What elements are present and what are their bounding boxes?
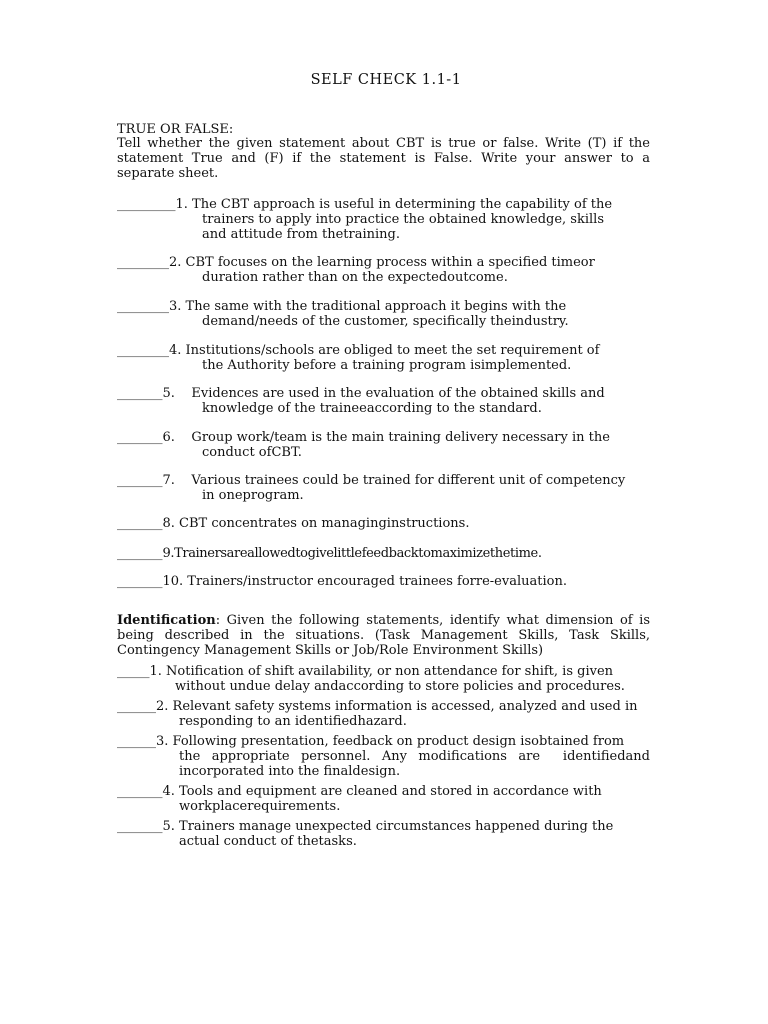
item-text: 3. The same with the traditional approach it begins with the — [169, 299, 567, 314]
tf-item-2 — [117, 255, 657, 285]
id-item-4 — [117, 784, 650, 814]
answer-blank[interactable]: _______ — [117, 574, 163, 589]
item-text-cont: trainers to apply into practice the obtained knowledge, skills — [202, 212, 604, 227]
answer-blank[interactable]: ______ — [117, 734, 156, 749]
item-text-cont: and attitude from thetraining. — [202, 227, 400, 242]
id-item-2 — [117, 699, 650, 729]
item-text-cont: knowledge of the traineeaccording to the standard. — [202, 401, 542, 416]
item-text: 1. Notification of shift availability, or non attendance for shift, is given — [149, 664, 614, 679]
tf-item-9 — [117, 546, 657, 561]
answer-blank[interactable]: _______ — [117, 516, 163, 531]
answer-blank[interactable]: ________ — [117, 299, 169, 314]
item-text: 4. Institutions/schools are obliged to meet the set requirement of — [169, 343, 600, 358]
answer-blank[interactable]: _______ — [117, 386, 163, 401]
item-text-cont: workplacerequirements. — [179, 799, 341, 814]
item-text-cont: actual conduct of thetasks. — [179, 834, 357, 849]
item-text: 10. Trainers/instructor encouraged trainees forre-evaluation. — [162, 574, 567, 589]
item-text-cont: conduct ofCBT. — [202, 445, 302, 460]
item-text-cont: the appropriate personnel. Any modifications are identifiedand incorporated into the finaldesign. — [179, 749, 655, 779]
answer-blank[interactable]: ________ — [117, 255, 169, 270]
item-text: 1. The CBT approach is useful in determining the capability of the — [175, 197, 613, 212]
tf-item-4 — [117, 343, 657, 373]
id-item-5 — [117, 819, 650, 849]
answer-blank[interactable]: _____ — [117, 664, 150, 679]
answer-blank[interactable]: _______ — [117, 473, 163, 488]
identification-heading: Identification — [117, 613, 216, 628]
id-item-3 — [117, 734, 655, 779]
page-title: SELF CHECK 1.1-1 — [310, 72, 462, 88]
answer-blank[interactable]: _______ — [117, 819, 163, 834]
item-text: 8. CBT concentrates on managinginstructions. — [162, 516, 470, 531]
item-text: 2. Relevant safety systems information is accessed, analyzed and used in — [156, 699, 638, 714]
item-text: 5. Trainers manage unexpected circumstances happened during the — [162, 819, 614, 834]
tf-item-6 — [117, 430, 657, 460]
identification-text: : Given the following statements, identify what dimension of is being described in the situations. (Task Management Skills, Task Skills, Contingency Management Skills or Job/Role Environment Skills) — [117, 613, 650, 658]
identification-instructions — [117, 613, 650, 658]
item-text-cont: duration rather than on the expectedoutcome. — [202, 270, 508, 285]
answer-blank[interactable]: _______ — [117, 784, 163, 799]
item-text-cont: the Authority before a training program isimplemented. — [202, 358, 572, 373]
true-false-instructions: Tell whether the given statement about CBT is true or false. Write (T) if the statement True and (F) if the statement is False. Write your answer to a separate sheet. — [117, 136, 650, 181]
item-text: 3. Following presentation, feedback on product design isobtained from — [156, 734, 625, 749]
answer-blank[interactable]: _______ — [117, 546, 163, 561]
answer-blank[interactable]: ________ — [117, 343, 169, 358]
item-text: 9.Trainersareallowedtogivelittlefeedbacktomaximizethetime. — [162, 546, 542, 561]
tf-item-8 — [117, 516, 657, 531]
tf-item-5 — [117, 386, 657, 416]
id-item-1 — [117, 664, 650, 694]
item-text: 2. CBT focuses on the learning process within a specified timeor — [169, 255, 595, 270]
tf-item-7 — [117, 473, 657, 503]
tf-item-1 — [117, 197, 657, 242]
tf-item-10 — [117, 574, 657, 589]
item-text-cont: responding to an identifiedhazard. — [179, 714, 407, 729]
item-text: 4. Tools and equipment are cleaned and stored in accordance with — [162, 784, 602, 799]
answer-blank[interactable]: ______ — [117, 699, 156, 714]
item-text: 7. Various trainees could be trained for different unit of competency — [162, 473, 626, 488]
item-text: 5. Evidences are used in the evaluation of the obtained skills and — [162, 386, 605, 401]
true-false-heading: TRUE OR FALSE: — [117, 122, 234, 137]
item-text-cont: in oneprogram. — [202, 488, 304, 503]
item-text-cont: demand/needs of the customer, specifically theindustry. — [202, 314, 569, 329]
answer-blank[interactable]: _______ — [117, 430, 163, 445]
item-text: 6. Group work/team is the main training delivery necessary in the — [162, 430, 610, 445]
tf-item-3 — [117, 299, 657, 329]
answer-blank[interactable]: _________ — [117, 197, 176, 212]
item-text-cont: without undue delay andaccording to store policies and procedures. — [175, 679, 625, 694]
